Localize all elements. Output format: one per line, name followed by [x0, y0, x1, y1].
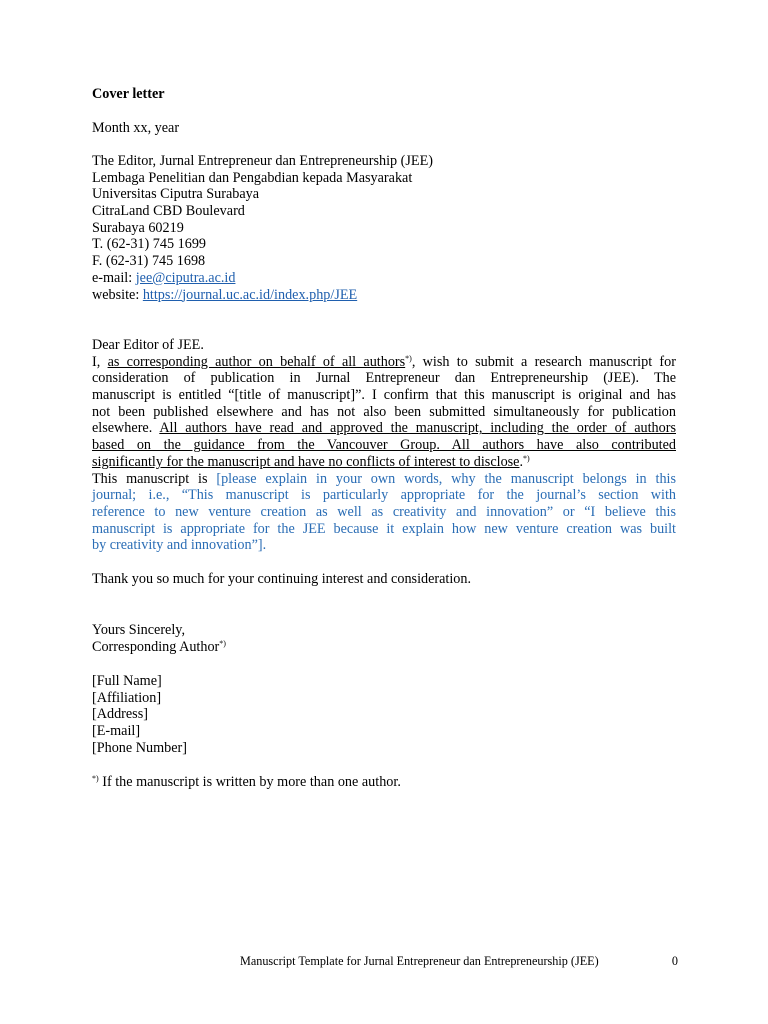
closing-role: [92, 639, 676, 656]
footnote-marker: *): [523, 453, 530, 463]
recipient-fax: F. (62-31) 745 1698: [92, 253, 206, 270]
website-link[interactable]: https://journal.uc.ac.id/index.php/JEE: [142, 286, 358, 303]
body-paragraph-1-line-7: [92, 454, 676, 471]
text-run: .: [519, 453, 524, 470]
footer-text: Manuscript Template for Jurnal Entrepreneur dan Entrepreneurship (JEE): [240, 954, 599, 968]
recipient-line-5: Surabaya 60219: [92, 219, 184, 236]
page-title: Cover letter: [92, 86, 165, 102]
recipient-line-2: Lembaga Penelitian dan Pengabdian kepada Masyarakat: [92, 169, 413, 186]
signature-affiliation: [Affiliation]: [92, 689, 162, 706]
underlined-text: significantly for the manuscript and have no conflicts of interest to disclose: [92, 453, 520, 470]
body-paragraph-2-line-5: by creativity and innovation”].: [92, 537, 267, 554]
website-label: website:: [92, 286, 143, 303]
footnote-text: If the manuscript is written by more than one author.: [98, 774, 401, 790]
footnote-marker: *): [405, 353, 412, 363]
salutation: Dear Editor of JEE.: [92, 337, 204, 353]
footnote: [92, 774, 676, 791]
recipient-website-line: [92, 287, 676, 304]
closing-sincerely: Yours Sincerely,: [92, 622, 186, 638]
email-label: e-mail:: [92, 269, 136, 286]
recipient-email-line: [92, 270, 676, 287]
instruction-text: [please explain in your own words, why the manuscript belongs in this: [216, 470, 677, 487]
signature-email: [E-mail]: [92, 723, 141, 740]
underlined-text: All authors have read and approved the manuscript, including the order of authors: [159, 420, 676, 437]
recipient-address: [92, 153, 676, 303]
recipient-line-3: Universitas Ciputra Surabaya: [92, 186, 260, 203]
body-paragraph-2-line-3: reference to new venture creation as well as creativity and innovation” or “I believe this: [92, 503, 676, 520]
signature-address: [Address]: [92, 706, 148, 723]
body-paragraph-1-line-5: [92, 420, 676, 437]
underlined-text: as corresponding author on behalf of all authors: [107, 353, 406, 370]
recipient-phone: T. (62-31) 745 1699: [92, 236, 207, 253]
body-paragraph-1-line-4: not been published elsewhere and has not also been submitted simultaneously for publication: [92, 403, 676, 420]
signature-full-name: [Full Name]: [92, 673, 162, 689]
thanks-line: Thank you so much for your continuing interest and consideration.: [92, 571, 472, 587]
body-paragraph-1-line-1: [92, 354, 676, 371]
recipient-line-4: CitraLand CBD Boulevard: [92, 203, 245, 220]
closing-block: [92, 622, 676, 655]
text-run: , wish to submit a research manuscript for: [411, 353, 676, 370]
heading-block: [92, 86, 676, 103]
text-run: elsewhere.: [92, 420, 160, 437]
page-number: 0: [671, 954, 678, 968]
thanks-block: [92, 571, 676, 588]
body-paragraph-1-line-6: based on the guidance from the Vancouver Group. All authors have also contributed: [92, 437, 676, 454]
role-text: Corresponding Author: [92, 638, 220, 655]
footnote-block: [92, 774, 676, 791]
text-run: This manuscript is: [92, 470, 217, 487]
page-footer: [240, 953, 680, 969]
signature-fields: [92, 673, 676, 756]
date-block: [92, 120, 676, 137]
footnote-marker: *): [92, 774, 99, 783]
letter-date: Month xx, year: [92, 120, 180, 136]
signature-phone: [Phone Number]: [92, 739, 187, 756]
email-link[interactable]: jee@ciputra.ac.id: [135, 269, 236, 286]
text-run: I,: [92, 353, 108, 370]
letter-body: [92, 337, 676, 554]
footnote-marker: *): [219, 638, 226, 648]
body-paragraph-1-line-3: manuscript is entitled “[title of manuscript]”. I confirm that this manuscript is original and has: [92, 387, 676, 404]
body-paragraph-2-line-4: manuscript is appropriate for the JEE because it explain how new venture creation was built: [92, 520, 676, 537]
body-paragraph-1-line-2: consideration of publication in Jurnal Entrepreneur dan Entrepreneurship (JEE). The: [92, 370, 676, 387]
body-paragraph-2-line-2: journal; i.e., “This manuscript is particularly appropriate for the journal’s section with: [92, 487, 676, 504]
body-paragraph-2-line-1: [92, 471, 676, 488]
recipient-line-1: The Editor, Jurnal Entrepreneur dan Entrepreneurship (JEE): [92, 153, 433, 169]
